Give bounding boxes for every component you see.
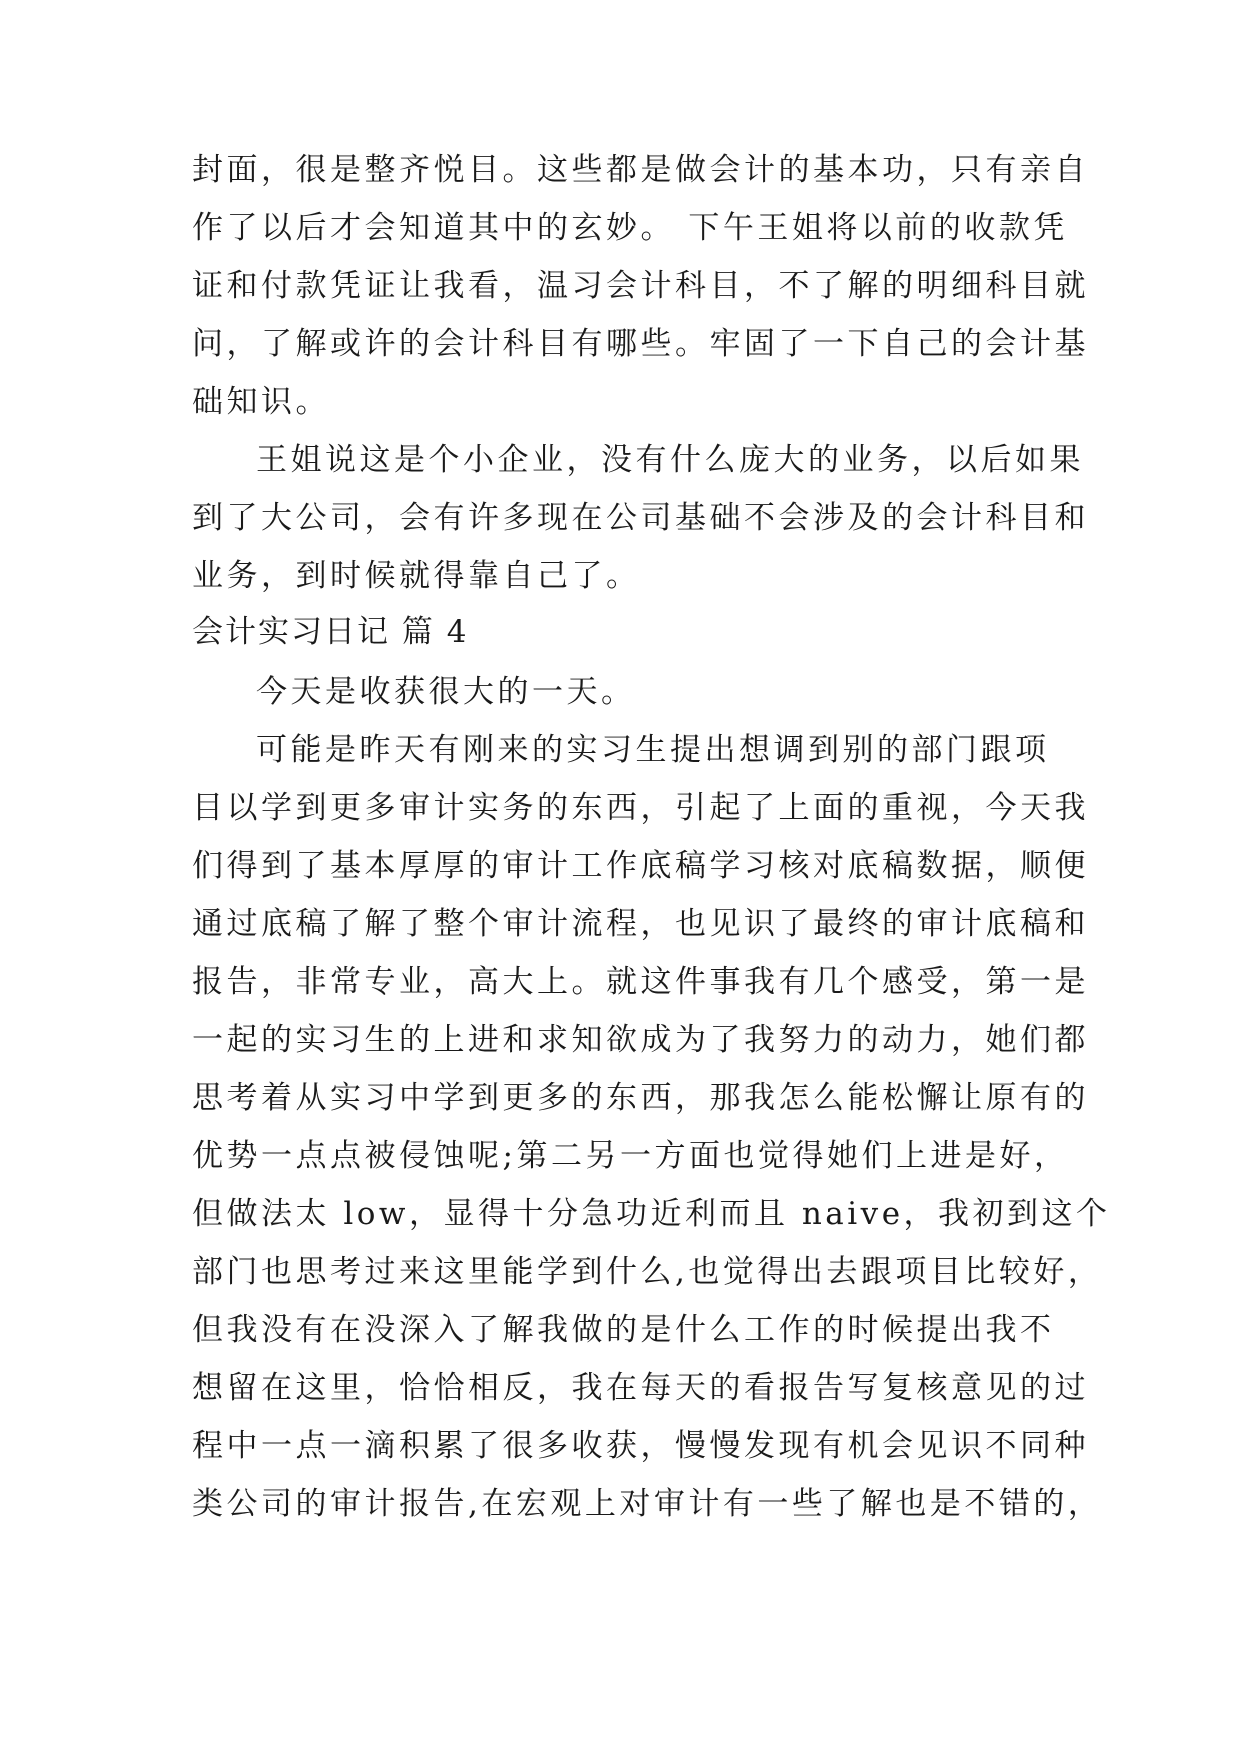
- text-line: 类公司的审计报告,在宏观上对审计有一些了解也是不错的，: [192, 1486, 1103, 1522]
- text-line: 业务，到时候就得靠自己了。: [192, 558, 641, 594]
- text-line: 础知识。: [192, 384, 330, 420]
- text-line: 一起的实习生的上进和求知欲成为了我努力的动力，她们都: [192, 1022, 1089, 1058]
- text-line: 证和付款凭证让我看，温习会计科目，不了解的明细科目就: [192, 268, 1089, 304]
- paragraph-start-line: 王姐说这是个小企业，没有什么庞大的业务，以后如果: [256, 442, 1084, 478]
- paragraph-start-line: 可能是昨天有刚来的实习生提出想调到别的部门跟项: [256, 732, 1050, 768]
- text-line: 们得到了基本厚厚的审计工作底稿学习核对底稿数据，顺便: [192, 848, 1089, 884]
- text-line: 优势一点点被侵蚀呢;第二另一方面也觉得她们上进是好，: [192, 1138, 1069, 1174]
- text-line: 思考着从实习中学到更多的东西，那我怎么能松懈让原有的: [192, 1080, 1089, 1116]
- text-line: 封面，很是整齐悦目。这些都是做会计的基本功，只有亲自: [192, 152, 1089, 188]
- text-line: 通过底稿了解了整个审计流程，也见识了最终的审计底稿和: [192, 906, 1089, 942]
- text-line: 但做法太 low，显得十分急功近利而且 naive，我初到这个: [192, 1196, 1111, 1232]
- text-line: 作了以后才会知道其中的玄妙。 下午王姐将以前的收款凭: [192, 210, 1068, 246]
- text-line: 到了大公司，会有许多现在公司基础不会涉及的会计科目和: [192, 500, 1089, 536]
- text-line: 但我没有在没深入了解我做的是什么工作的时候提出我不: [192, 1312, 1055, 1348]
- text-line: 想留在这里，恰恰相反，我在每天的看报告写复核意见的过: [192, 1370, 1089, 1406]
- paragraph-start-line: 今天是收获很大的一天。: [256, 674, 636, 710]
- text-line: 问，了解或许的会计科目有哪些。牢固了一下自己的会计基: [192, 326, 1089, 362]
- section-heading: 会计实习日记 篇 4: [192, 614, 469, 650]
- text-line: 目以学到更多审计实务的东西，引起了上面的重视，今天我: [192, 790, 1089, 826]
- text-line: 报告，非常专业，高大上。就这件事我有几个感受，第一是: [192, 964, 1089, 1000]
- text-line: 部门也思考过来这里能学到什么,也觉得出去跟项目比较好，: [192, 1254, 1103, 1290]
- text-line: 程中一点一滴积累了很多收获，慢慢发现有机会见识不同种: [192, 1428, 1089, 1464]
